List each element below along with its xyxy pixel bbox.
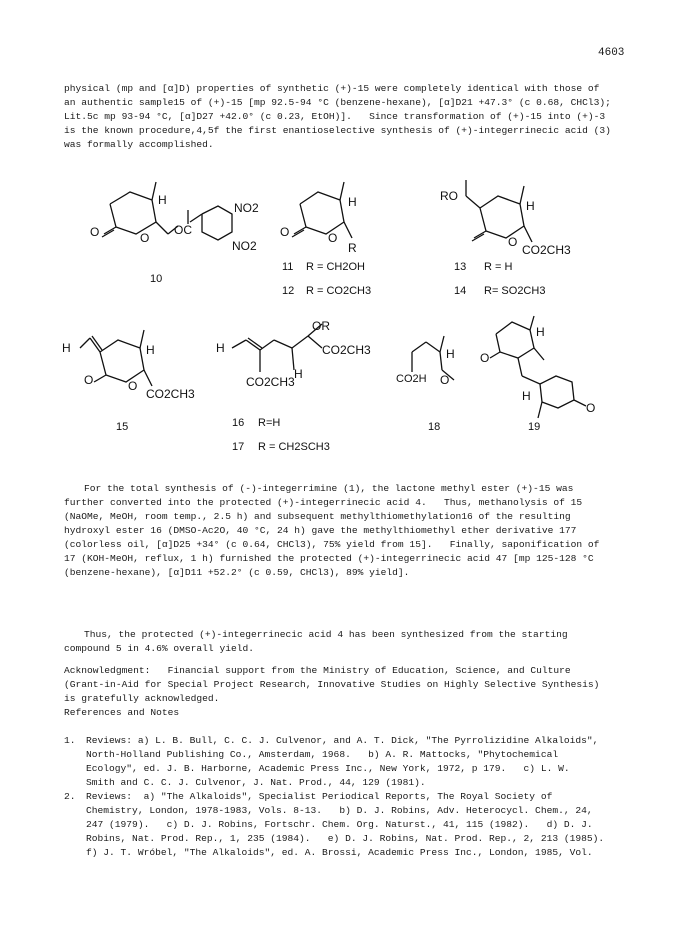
text-line: Smith and C. C. J. Culvenor, J. Nat. Prod., 44, 129 (1981). [86, 777, 426, 788]
references-heading [64, 706, 624, 720]
text-line: hydroxyl ester 16 (DMSO-Ac2O, 40 °C, 24 h) gave the methylthiomethyl ether derivative 177 [64, 525, 577, 536]
text-line: Reviews: a) L. B. Bull, C. C. J. Culvenor, and A. T. Dick, "The Pyrrolizidine Alkaloids", [86, 735, 599, 746]
text-line: (colorless oil, [α]D25 +34° (c 0.64, CHCl3), 75% yield from 15]. Finally, saponification of [64, 539, 600, 550]
compound-number: 16 [232, 417, 245, 429]
text-line: Acknowledgment: Financial support from the Ministry of Education, Science, and Culture [64, 665, 571, 676]
structure-18 [396, 336, 455, 433]
substituent-label: R = CO2CH3 [306, 285, 372, 297]
structures-svg [60, 172, 620, 462]
atom-label: H [522, 389, 531, 403]
substituent-label: R = H [484, 261, 513, 273]
structure-16-17 [216, 319, 371, 453]
text-line: (benzene-hexane), [α]D11 +52.2° (c 0.59, CHCl3), 89% yield]. [64, 567, 410, 578]
text-line: For the total synthesis of (-)-integerrimine (1), the lactone methyl ester (+)-15 was [84, 483, 574, 494]
reference-item [64, 734, 634, 790]
text-line: physical (mp and [α]D) properties of synthetic (+)-15 were completely identical with those of [64, 83, 600, 94]
atom-label: H [294, 367, 303, 381]
text-line: Lit.5c mp 93-94 °C, [α]D27 +42.0° (c 0.23, EtOH)]. Since transformation of (+)-15 into (+)-3 [64, 111, 606, 122]
reference-number: 2. [64, 791, 76, 802]
atom-label: O [140, 231, 150, 245]
atom-label: O [128, 379, 138, 393]
substituent-label: R=H [258, 417, 281, 429]
compound-number: 18 [428, 421, 441, 433]
atom-label: H [146, 343, 155, 357]
atom-label: O [508, 235, 518, 249]
text-line: compound 5 in 4.6% overall yield. [64, 643, 254, 654]
substituent-label: R= SO2CH3 [484, 285, 546, 297]
text-line: (Grant-in-Aid for Special Project Research, Innovative Studies on Highly Selective Synthesis) [64, 679, 600, 690]
text-line: is gratefully acknowledged. [64, 693, 220, 704]
atom-label: O [328, 231, 338, 245]
compound-number: 14 [454, 285, 467, 297]
text-line: f) J. T. Wróbel, "The Alkaloids", ed. A. Brossi, Academic Press Inc., London, 1985, Vol. [86, 847, 593, 858]
paragraph-intro [64, 82, 624, 152]
text-line: (NaOMe, MeOH, room temp., 2.5 h) and subsequent methylthiomethylation16 of the resulting [64, 511, 571, 522]
atom-label: NO2 [232, 239, 257, 253]
atom-label: H [526, 199, 535, 213]
substituent-label: R = CH2SCH3 [258, 441, 330, 453]
atom-label: H [216, 341, 225, 355]
atom-label: R [348, 241, 357, 255]
compound-number: 12 [282, 285, 295, 297]
structure-13-14 [440, 180, 571, 297]
text-line: North-Holland Publishing Co., Amsterdam, 1968. b) A. R. Mattocks, "Phytochemical [86, 749, 559, 760]
atom-label: O [440, 373, 450, 387]
text-line: References and Notes [64, 707, 180, 718]
atom-label: CO2CH3 [322, 343, 371, 357]
reference-number: 1. [64, 735, 76, 746]
structure-11-12 [280, 182, 371, 297]
reference-item [64, 790, 634, 860]
text-line: Thus, the protected (+)-integerrinecic acid 4 has been synthesized from the starting [84, 629, 568, 640]
atom-label: H [536, 325, 545, 339]
atom-label: O [84, 373, 94, 387]
references-list [64, 734, 634, 860]
atom-label: CO2H [396, 373, 427, 385]
atom-label: OC [174, 223, 192, 237]
compound-number: 17 [232, 441, 245, 453]
atom-label: CO2CH3 [522, 243, 571, 257]
structure-19 [480, 316, 595, 433]
compound-number: 13 [454, 261, 467, 273]
structure-10 [90, 182, 259, 285]
atom-label: OR [312, 319, 330, 333]
substituent-label: R = CH2OH [306, 261, 365, 273]
atom-label: O [586, 401, 596, 415]
text-line: 247 (1979). c) D. J. Robins, Fortschr. Chem. Org. Naturst., 41, 115 (1982). d) D. J. [86, 819, 593, 830]
atom-label: O [90, 225, 100, 239]
acknowledgment [64, 664, 624, 706]
atom-label: O [480, 351, 490, 365]
text-line: 17 (KOH-MeOH, reflux, 1 h) furnished the protected (+)-integerrinecic acid 47 [mp 125-128 °C [64, 553, 594, 564]
atom-label: CO2CH3 [246, 375, 295, 389]
text-line: Reviews: a) "The Alkaloids", Specialist Periodical Reports, The Royal Society of [86, 791, 553, 802]
atom-label: H [348, 195, 357, 209]
atom-label: H [62, 341, 71, 355]
text-line: is the known procedure,4,5f the first enantioselective synthesis of (+)-integerrinecic acid (3) [64, 125, 611, 136]
atom-label: NO2 [234, 201, 259, 215]
atom-label: O [280, 225, 290, 239]
structure-15 [62, 330, 195, 433]
text-line: Chemistry, London, 1978-1983, Vols. 8-13. b) D. J. Robins, Adv. Heterocycl. Chem., 24, [86, 805, 593, 816]
text-line: further converted into the protected (+)-integerrinecic acid 4. Thus, methanolysis of 15 [64, 497, 583, 508]
paragraph-synthesis [64, 482, 624, 580]
compound-number: 11 [282, 261, 294, 273]
compound-number: 10 [150, 273, 163, 285]
atom-label: H [446, 347, 455, 361]
text-line: an authentic sample15 of (+)-15 [mp 92.5-94 °C (benzene-hexane), [α]D21 +47.3° (c 0.68, CHCl3); [64, 97, 611, 108]
text-line: Robins, Nat. Prod. Rep., 1, 235 (1984). e) D. J. Robins, Nat. Prod. Rep., 2, 213 (1985). [86, 833, 605, 844]
chemical-structures [60, 172, 620, 462]
compound-number: 15 [116, 421, 129, 433]
page-number: 4603 [598, 47, 625, 59]
text-line: was formally accomplished. [64, 139, 214, 150]
atom-label: CO2CH3 [146, 387, 195, 401]
paragraph-summary [64, 628, 624, 656]
text-line: Ecology", ed. J. B. Harborne, Academic Press Inc., New York, 1972, p 179. c) L. W. [86, 763, 570, 774]
atom-label: H [158, 193, 167, 207]
compound-number: 19 [528, 421, 541, 433]
atom-label: RO [440, 189, 458, 203]
